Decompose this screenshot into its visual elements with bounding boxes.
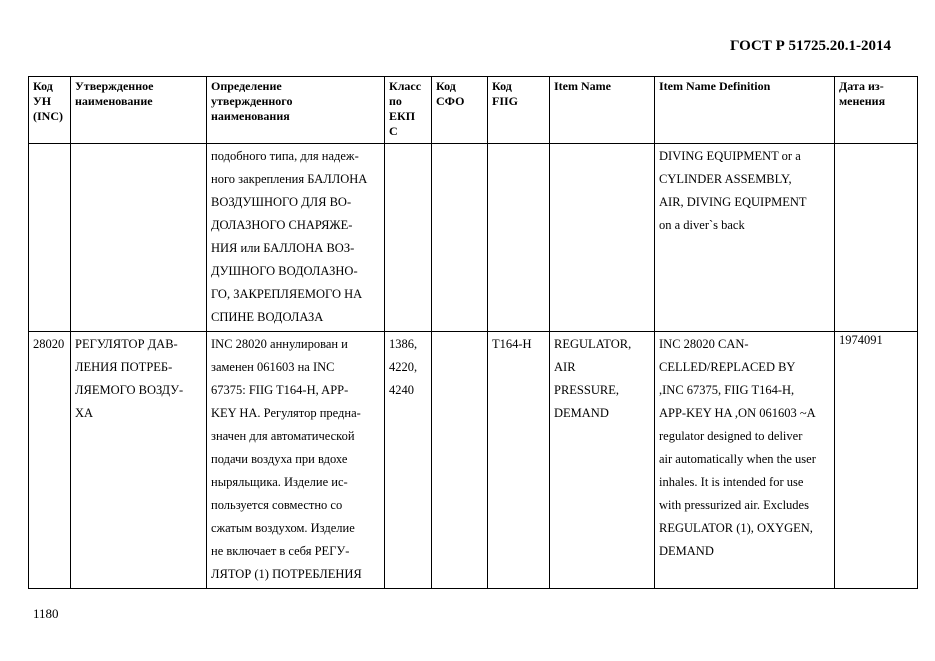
- cell-text-line: inhales. It is intended for use: [659, 475, 804, 489]
- cell-text-line: Дата из-: [839, 79, 884, 93]
- header-inc: [29, 77, 71, 144]
- cell-text-line: ДУШНОГО ВОДОЛАЗНО-: [211, 264, 358, 278]
- header-item-definition: [655, 77, 835, 144]
- cell-text-line: СПИНЕ ВОДОЛАЗА: [211, 310, 324, 324]
- cell-change-date: [835, 144, 918, 332]
- cell-text-line: С: [389, 124, 398, 138]
- cell-sfo: [432, 332, 488, 589]
- cell-text-line: Код: [492, 79, 512, 93]
- cell-text-line: Код: [33, 79, 53, 93]
- cell-text-line: on a diver`s back: [659, 218, 745, 232]
- cell-text-line: CELLED/REPLACED BY: [659, 360, 796, 374]
- cell-text-line: ХА: [75, 406, 94, 420]
- cell-text-line: CYLINDER ASSEMBLY,: [659, 172, 792, 186]
- cell-inc: [29, 144, 71, 332]
- header-item-name: [550, 77, 655, 144]
- cell-text-line: РЕГУЛЯТОР ДАВ-: [75, 337, 178, 351]
- cell-sfo: [432, 144, 488, 332]
- cell-definition-ru: [207, 144, 385, 332]
- header-definition: [207, 77, 385, 144]
- cell-text-line: Определение: [211, 79, 282, 93]
- cell-text-line: СФО: [436, 94, 465, 108]
- cell-text-line: (INC): [33, 109, 63, 123]
- cell-text-line: 67375: FIIG T164-H, APP-: [211, 383, 349, 397]
- cell-text-line: AIR: [554, 360, 576, 374]
- cell-class: [385, 144, 432, 332]
- cell-text-line: FIIG: [492, 94, 519, 108]
- cell-fiig: [488, 144, 550, 332]
- cell-text-line: менения: [839, 94, 886, 108]
- cell-class: [385, 332, 432, 589]
- cell-text-line: 1386,: [389, 337, 418, 351]
- document-standard-header: ГОСТ Р 51725.20.1-2014: [729, 38, 891, 54]
- cell-text-line: ,INC 67375, FIIG T164-H,: [659, 383, 795, 397]
- cell-text-line: наименования: [211, 109, 290, 123]
- cell-text-line: пользуется совместно со: [211, 498, 343, 512]
- cell-text-line: ныряльщика. Изделие ис-: [211, 475, 348, 489]
- cell-text-line: утвержденного: [211, 94, 293, 108]
- cell-text-line: 4220,: [389, 360, 418, 374]
- cell-text-line: ЛЯТОР (1) ПОТРЕБЛЕНИЯ: [211, 567, 362, 581]
- cell-text-line: REGULATOR (1), OXYGEN,: [659, 521, 813, 535]
- cell-text-line: Item Name: [554, 79, 611, 93]
- cell-fiig: [488, 332, 550, 589]
- cell-text-line: подачи воздуха при вдохе: [211, 452, 348, 466]
- catalog-table: [28, 76, 918, 589]
- cell-approved-name: [71, 144, 207, 332]
- cell-text-line: сжатым воздухом. Изделие: [211, 521, 355, 535]
- cell-text-line: не включает в себя РЕГУ-: [211, 544, 350, 558]
- cell-text-line: ЕКП: [389, 109, 416, 123]
- cell-text-line: ВОЗДУШНОГО ДЛЯ ВО-: [211, 195, 352, 209]
- cell-text-line: ного закрепления БАЛЛОНА: [211, 172, 368, 186]
- cell-text-line: Item Name Definition: [659, 79, 771, 93]
- page-number: 1180: [33, 606, 59, 621]
- header-change-date: [835, 77, 918, 144]
- cell-text-line: 4240: [389, 383, 414, 397]
- cell-approved-name: [71, 332, 207, 589]
- cell-text-line: значен для автоматической: [211, 429, 355, 443]
- cell-text-line: наименование: [75, 94, 153, 108]
- cell-text-line: T164-H: [492, 337, 532, 351]
- cell-text-line: DEMAND: [659, 544, 714, 558]
- cell-text-line: Код: [436, 79, 456, 93]
- cell-text-line: air automatically when the user: [659, 452, 816, 466]
- cell-text-line: regulator designed to deliver: [659, 429, 803, 443]
- header-sfo: [432, 77, 488, 144]
- header-approved-name: [71, 77, 207, 144]
- cell-item-name: [550, 332, 655, 589]
- cell-text-line: УН: [33, 94, 52, 108]
- header-fiig: [488, 77, 550, 144]
- cell-text-line: AIR, DIVING EQUIPMENT: [659, 195, 807, 209]
- cell-text-line: with pressurized air. Excludes: [659, 498, 809, 512]
- cell-text-line: INC 28020 CAN-: [659, 337, 749, 351]
- cell-text-line: DEMAND: [554, 406, 609, 420]
- cell-text-line: ГО, ЗАКРЕПЛЯЕМОГО НА: [211, 287, 363, 301]
- cell-definition-ru: [207, 332, 385, 589]
- cell-text-line: KEY HA. Регулятор предна-: [211, 406, 361, 420]
- header-class: [385, 77, 432, 144]
- cell-text-line: ДОЛАЗНОГО СНАРЯЖЕ-: [211, 218, 353, 232]
- cell-change-date: [835, 332, 918, 589]
- table-row: [29, 144, 918, 332]
- table-header-row: [29, 77, 918, 144]
- cell-text-line: ЛЯЕМОГО ВОЗДУ-: [75, 383, 184, 397]
- cell-text-line: Утвержденное: [75, 79, 154, 93]
- cell-inc: [29, 332, 71, 589]
- cell-item-definition: [655, 332, 835, 589]
- cell-text-line: PRESSURE,: [554, 383, 619, 397]
- cell-text-line: заменен 061603 на INC: [211, 360, 335, 374]
- cell-item-name: [550, 144, 655, 332]
- cell-text-line: НИЯ или БАЛЛОНА ВОЗ-: [211, 241, 355, 255]
- cell-text-line: REGULATOR,: [554, 337, 632, 351]
- cell-text-line: INC 28020 аннулирован и: [211, 337, 348, 351]
- table-row: [29, 332, 918, 589]
- cell-text-line: DIVING EQUIPMENT or a: [659, 149, 801, 163]
- cell-text-line: по: [389, 94, 402, 108]
- cell-item-definition: [655, 144, 835, 332]
- cell-text-line: подобного типа, для надеж-: [211, 149, 359, 163]
- cell-text-line: Класс: [389, 79, 422, 93]
- cell-text-line: ЛЕНИЯ ПОТРЕБ-: [75, 360, 173, 374]
- cell-text-line: 1974091: [839, 333, 883, 347]
- cell-text-line: 28020: [33, 337, 65, 351]
- cell-text-line: APP-KEY HA ,ON 061603 ~A: [659, 406, 816, 420]
